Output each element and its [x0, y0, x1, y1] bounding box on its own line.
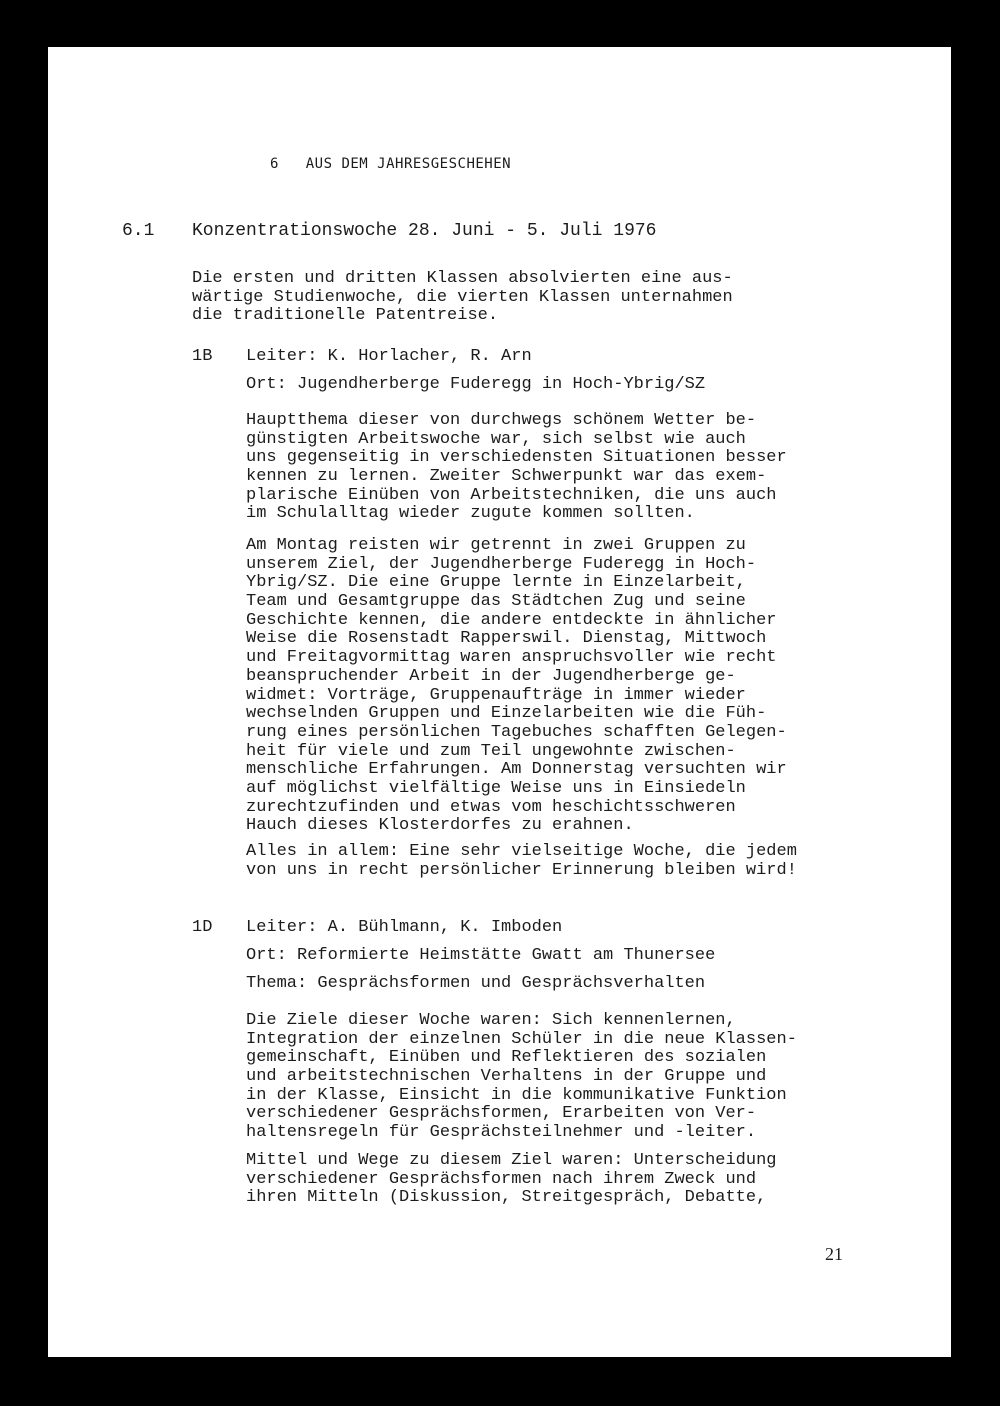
- text-line: in der Klasse, Einsicht in die kommunikative Funktion: [246, 1085, 787, 1105]
- class-1d-paragraph-2: [246, 1152, 777, 1208]
- text-line: zurechtzufinden und etwas vom heschichtsschweren: [246, 797, 736, 817]
- class-1d-paragraph-1: [246, 1012, 797, 1143]
- text-line: verschiedener Gesprächsformen, Erarbeiten von Ver-: [246, 1104, 757, 1124]
- page-number: 21: [825, 1244, 843, 1264]
- text-line: Hauch dieses Klosterdorfes zu erahnen.: [246, 816, 634, 836]
- chapter-number: 6: [270, 156, 279, 172]
- chapter-title: AUS DEM JAHRESGESCHEHEN: [305, 156, 512, 172]
- text-line: Hauptthema dieser von durchwegs schönem Wetter be-: [246, 411, 757, 430]
- class-1b-paragraph-1: [246, 412, 787, 524]
- text-line: menschliche Erfahrungen. Am Donnerstag versuchten wir: [246, 760, 787, 780]
- text-line: verschiedener Gesprächsformen nach ihrem Zweck und: [246, 1169, 757, 1189]
- text-line: Weise die Rosenstadt Rapperswil. Dienstag, Mittwoch: [246, 629, 767, 649]
- class-1b-paragraph-3: [246, 843, 797, 880]
- section-title: Konzentrationswoche 28. Juni - 5. Juli 1976: [192, 221, 657, 241]
- text-line: Geschichte kennen, die andere entdeckte in ähnlicher: [246, 610, 777, 630]
- text-line: wechselnden Gruppen und Einzelarbeiten wie die Füh-: [246, 704, 767, 724]
- class-1b-paragraph-2: [246, 537, 787, 836]
- text-line: kennen zu lernen. Zweiter Schwerpunkt war das exem-: [246, 467, 767, 487]
- class-1b-leader: Leiter: K. Horlacher, R. Arn: [246, 347, 532, 366]
- text-line: im Schulalltag wieder zugute kommen sollten.: [246, 504, 695, 524]
- class-1b-code: 1B: [192, 347, 213, 366]
- chapter-heading: [270, 155, 511, 174]
- class-1d-place: Ort: Reformierte Heimstätte Gwatt am Thunersee: [246, 946, 716, 965]
- class-1d-leader: Leiter: A. Bühlmann, K. Imboden: [246, 918, 563, 937]
- text-line: unserem Ziel, der Jugendherberge Fuderegg in Hoch-: [246, 554, 757, 574]
- text-line: plarische Einüben von Arbeitstechniken, die uns auch: [246, 485, 777, 505]
- text-line: günstigten Arbeitswoche war, sich selbst wie auch: [246, 429, 746, 449]
- class-1d-theme: Thema: Gesprächsformen und Gesprächsverhalten: [246, 974, 706, 993]
- text-line: von uns in recht persönlicher Erinnerung bleiben wird!: [246, 860, 797, 880]
- intro-paragraph: [192, 270, 733, 326]
- text-line: uns gegenseitig in verschiedensten Situationen besser: [246, 448, 787, 468]
- text-line: haltensregeln für Gesprächsteilnehmer und -leiter.: [246, 1123, 757, 1143]
- class-1d-code: 1D: [192, 918, 213, 937]
- class-1b-place: Ort: Jugendherberge Fuderegg in Hoch-Ybrig/SZ: [246, 375, 706, 394]
- text-line: die traditionelle Patentreise.: [192, 306, 499, 326]
- text-line: Integration der einzelnen Schüler in die neue Klassen-: [246, 1029, 797, 1049]
- text-line: auf möglichst vielfältige Weise uns in Einsiedeln: [246, 778, 746, 798]
- text-line: und arbeitstechnischen Verhaltens in der Gruppe und: [246, 1067, 767, 1087]
- text-line: Mittel und Wege zu diesem Ziel waren: Unterscheidung: [246, 1151, 777, 1170]
- text-line: widmet: Vorträge, Gruppenaufträge in immer wieder: [246, 685, 746, 705]
- text-line: Ybrig/SZ. Die eine Gruppe lernte in Einzelarbeit,: [246, 573, 746, 593]
- text-line: gemeinschaft, Einüben und Reflektieren des sozialen: [246, 1048, 767, 1068]
- text-line: ihren Mitteln (Diskussion, Streitgespräch, Debatte,: [246, 1188, 767, 1208]
- text-line: Am Montag reisten wir getrennt in zwei Gruppen zu: [246, 536, 746, 555]
- text-line: heit für viele und zum Teil ungewohnte zwischen-: [246, 741, 736, 761]
- text-line: und Freitagvormittag waren anspruchsvoller wie recht: [246, 648, 777, 668]
- text-line: Team und Gesamtgruppe das Städtchen Zug und seine: [246, 592, 746, 612]
- text-line: beanspruchender Arbeit in der Jugendherberge ge-: [246, 666, 736, 686]
- text-line: rung eines persönlichen Tagebuches schafften Gelegen-: [246, 722, 787, 742]
- text-line: Die ersten und dritten Klassen absolvierten eine aus-: [192, 269, 733, 288]
- text-line: wärtige Studienwoche, die vierten Klassen unternahmen: [192, 287, 733, 307]
- section-number: 6.1: [122, 221, 155, 241]
- text-line: Alles in allem: Eine sehr vielseitige Woche, die jedem: [246, 842, 797, 861]
- text-line: Die Ziele dieser Woche waren: Sich kennenlernen,: [246, 1011, 736, 1030]
